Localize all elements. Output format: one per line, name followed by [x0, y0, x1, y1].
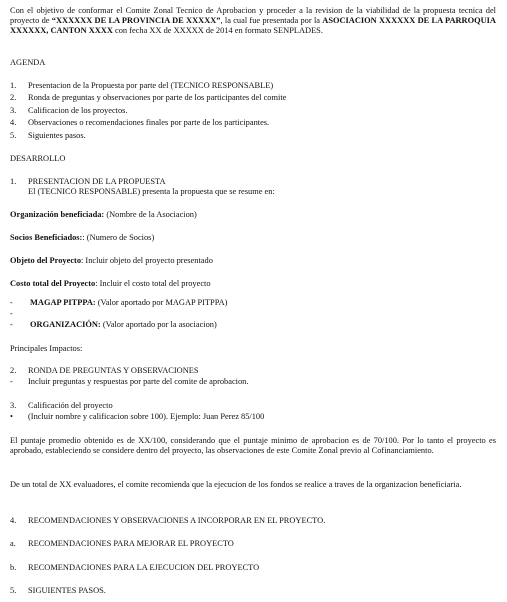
section-3-line: • (Incluir nombre y calificacion sobre 100). Ejemplo: Juan Perez 85/100: [10, 412, 265, 421]
agenda-item: 4. Observaciones o recomendaciones finales por parte de los participantes.: [10, 118, 270, 127]
section-3-title: 3. Calificación del proyecto: [10, 401, 113, 410]
puntaje-paragraph: El puntaje promedio obtenido es de XX/100, considerando que el puntaje minimo de aprobacion es de 70/100. Por lo tanto el proyecto es aprobado, estableciendo se considere dentro del proyecto, las observaciones de este Comite Zonal previo al Cofinanciamiento.: [10, 436, 496, 455]
empty-dash: -: [10, 309, 13, 318]
agenda-item: 3. Calificacion de los proyectos.: [10, 106, 128, 115]
magap-line: - MAGAP PITPPA: (Valor aportado por MAGAP PITPPA): [10, 298, 228, 307]
org-beneficiada: Organización beneficiada: (Nombre de la Asociacion): [10, 210, 197, 219]
socios-beneficiados: Socios Beneficiados:: (Numero de Socios): [10, 233, 155, 242]
association-name: ASOCIACION XXXXXX DE LA PARROQUIA XXXXXX, CANTON XXXX: [10, 16, 496, 35]
organizacion-line: - ORGANIZACIÓN: (Valor aportado por la asociacion): [10, 320, 217, 329]
section-a-title: a. RECOMENDACIONES PARA MEJORAR EL PROYECTO: [10, 539, 234, 548]
costo-total: Costo total del Proyecto: Incluir el costo total del proyecto: [10, 279, 211, 288]
agenda-item: 1. Presentacion de la Propuesta por parte del (TECNICO RESPONSABLE): [10, 81, 274, 90]
intro-text-1: Con el objetivo de conformar el Comite Zonal Tecnico de Aprobacion y proceder a la revision de la viabilidad de la propuesta tecnica del proyecto de: [10, 6, 496, 25]
section-b-title: b. RECOMENDACIONES PARA LA EJECUCION DEL PROYECTO: [10, 563, 260, 572]
agenda-item: 2. Ronda de preguntas y observaciones por parte de los participantes del comite: [10, 93, 287, 102]
agenda-heading: AGENDA: [10, 58, 46, 67]
project-name: “XXXXXX DE LA PROVINCIA DE XXXXX”: [51, 16, 221, 25]
intro-paragraph: [10, 6, 496, 36]
desarrollo-heading: DESARROLLO: [10, 154, 66, 163]
section-2-title: 2. RONDA DE PREGUNTAS Y OBSERVACIONES: [10, 366, 199, 375]
section-1-title: 1. PRESENTACION DE LA PROPUESTA: [10, 177, 166, 186]
intro-text-3: con fecha XX de XXXXX de 2014 en formato SENPLADES.: [112, 26, 323, 35]
section-2-line: - Incluir preguntas y respuestas por parte del comite de aprobacion.: [10, 377, 249, 386]
section-5-title: 5. SIGUIENTES PASOS.: [10, 586, 106, 595]
evaluadores-paragraph: De un total de XX evaluadores, el comite recomienda que la ejecucion de los fondos se realice a traves de la organizacion beneficiaria.: [10, 480, 462, 489]
principales-impactos: Principales Impactos:: [10, 344, 83, 353]
section-4-title: 4. RECOMENDACIONES Y OBSERVACIONES A INCORPORAR EN EL PROYECTO.: [10, 516, 326, 525]
agenda-item: 5. Siguientes pasos.: [10, 131, 86, 140]
section-1-line: El (TECNICO RESPONSABLE) presenta la propuesta que se resume en:: [28, 187, 275, 196]
objeto-proyecto: Objeto del Proyecto: Incluir objeto del proyecto presentado: [10, 256, 213, 265]
intro-text-2: , la cual fue presentada por la: [220, 16, 323, 25]
